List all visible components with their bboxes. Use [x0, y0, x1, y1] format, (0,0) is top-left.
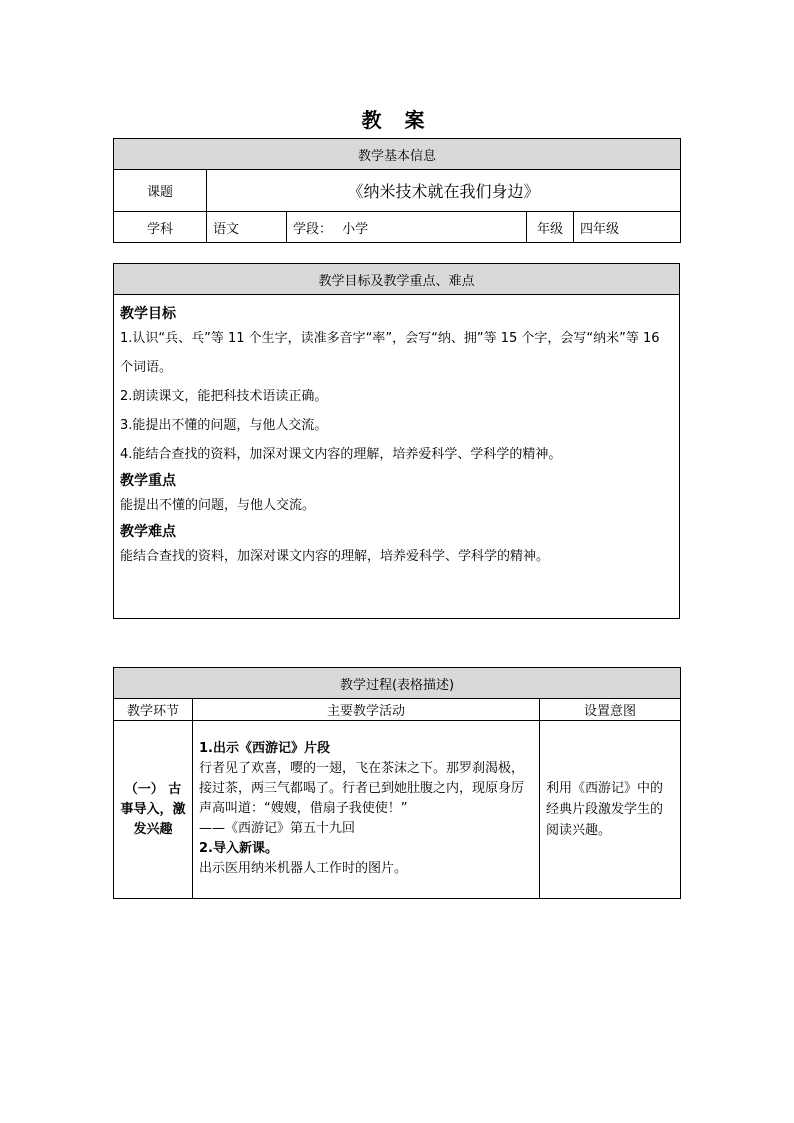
process-table	[113, 667, 681, 899]
stage-label: 学段：	[293, 221, 333, 237]
goal-item: 1.认识“兵、乓”等 11 个生字，读准多音字“率”，会写“纳、拥”等 15 个字，会写“纳米”等 16 个词语。	[120, 331, 660, 375]
col-stage-header: 教学环节	[114, 699, 193, 721]
goal-heading: 教学目标	[120, 306, 176, 322]
goals-table	[113, 263, 680, 619]
grade-label: 年级	[527, 212, 574, 243]
activity-heading: 2.导入新课。	[199, 841, 278, 856]
goal-item: 3.能提出不懂的问题，与他人交流。	[120, 418, 328, 433]
activity-text: 行者见了欢喜，嘤的一翅，飞在茶沫之下。那罗刹渴极，接过茶，两三气都喝了。行者已到她肚腹之内，现原身厉声高叫道：“嫂嫂，借扇子我使使！”	[199, 761, 525, 816]
activity-source: ——《西游记》第五十九回	[199, 821, 356, 836]
goals-body	[114, 295, 680, 619]
subject-label: 学科	[114, 212, 207, 243]
page-title: 教 案	[361, 108, 433, 132]
goal-item: 4.能结合查找的资料，加深对课文内容的理解，培养爱科学、学科学的精神。	[120, 447, 562, 462]
goal-item: 2.朗读课文，能把科技术语读正确。	[120, 389, 328, 404]
basic-info-table	[113, 138, 681, 243]
difficulty-heading: 教学难点	[120, 524, 176, 540]
activity-heading: 1.出示《西游记》片段	[199, 741, 330, 756]
subject-value: 语文	[207, 212, 287, 243]
col-intent-header: 设置意图	[540, 699, 681, 721]
grade-value: 四年级	[574, 212, 681, 243]
key-text: 能提出不懂的问题，与他人交流。	[120, 498, 316, 513]
topic-label: 课题	[114, 170, 207, 212]
activity-cell	[193, 721, 540, 899]
basic-info-header: 教学基本信息	[114, 139, 681, 170]
key-heading: 教学重点	[120, 473, 176, 489]
col-activity-header: 主要教学活动	[193, 699, 540, 721]
difficulty-text: 能结合查找的资料，加深对课文内容的理解，培养爱科学、学科学的精神。	[120, 549, 550, 564]
stage-cell: （一） 古事导入，激发兴趣	[114, 721, 193, 899]
process-header: 教学过程(表格描述)	[114, 668, 681, 699]
activity-text: 出示医用纳米机器人工作时的图片。	[199, 861, 408, 876]
stage-cell	[287, 212, 527, 243]
stage-value: 小学	[342, 221, 369, 237]
topic-value: 《纳米技术就在我们身边》	[207, 170, 681, 212]
intent-cell: 利用《西游记》中的经典片段激发学生的阅读兴趣。	[540, 721, 681, 899]
goals-header: 教学目标及教学重点、难点	[114, 264, 680, 295]
